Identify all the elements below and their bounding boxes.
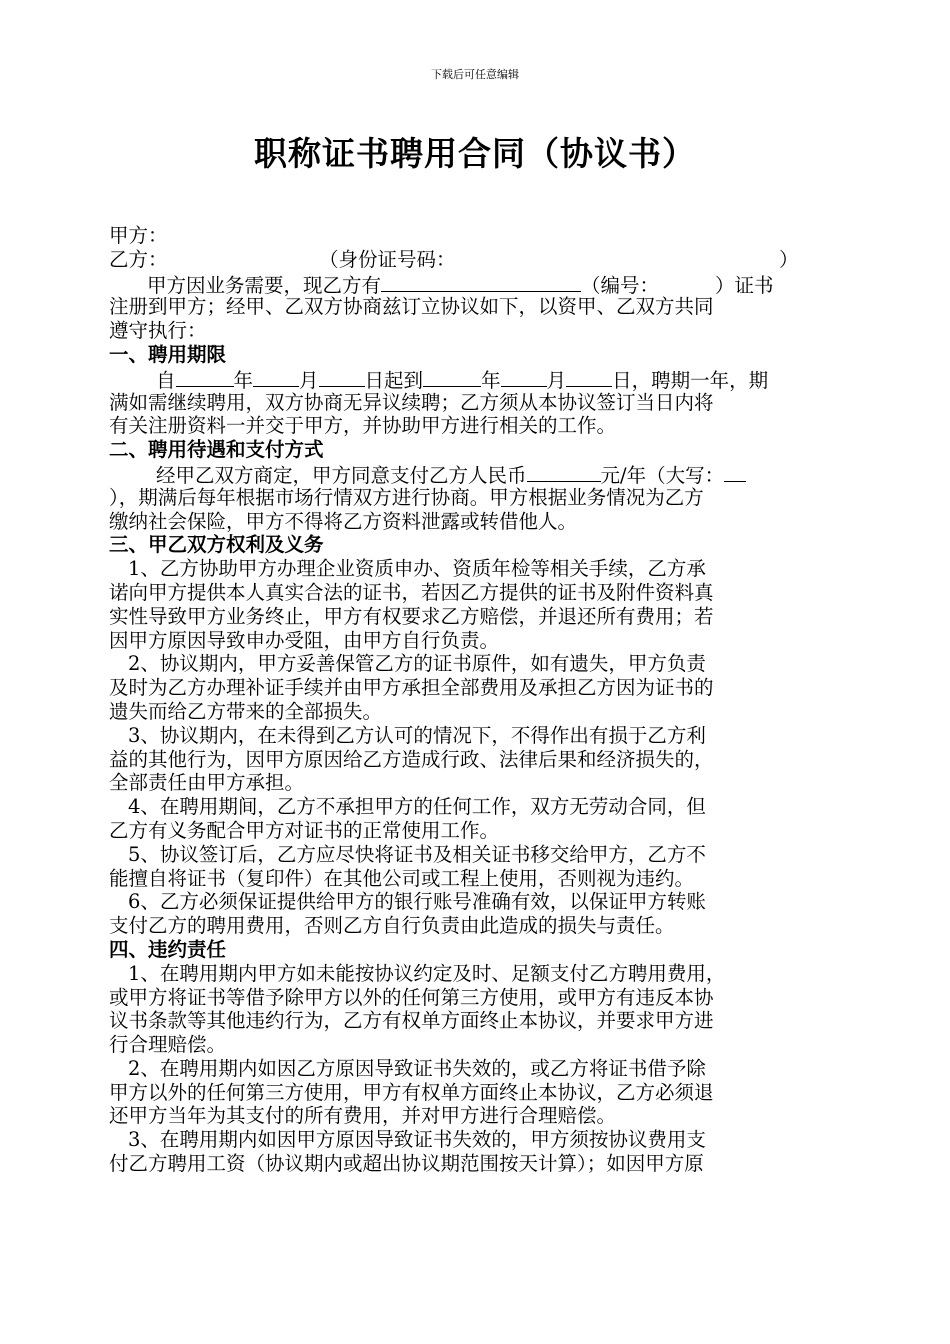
sec2-line-1 [109, 462, 825, 486]
sec1-text: 日起到 [364, 368, 424, 392]
amount-blank [527, 462, 601, 482]
sec3-line: 乙方有义务配合甲方对证书的正常使用工作。 [109, 818, 500, 842]
document-title: 职称证书聘用合同（协议书） [254, 134, 696, 173]
party-b-id-close: ） [779, 247, 799, 271]
sec3-line: 实性导致甲方业务终止，甲方有权要求乙方赔偿，并退还所有费用；若 [109, 604, 714, 628]
sec4-line: 1、在聘用期内甲方如未能按协议约定及时、足额支付乙方聘用费用， [128, 961, 726, 985]
intro-line-3: 遵守执行： [109, 319, 207, 343]
sec3-line: 遗失而给乙方带来的全部损失。 [109, 699, 383, 723]
sec2-line-3: 缴纳社会保险，甲方不得将乙方资料泄露或转借他人。 [109, 509, 578, 533]
sec4-line: 3、在聘用期内如因甲方原因导致证书失效的，甲方须按协议费用支 [128, 1128, 706, 1152]
sec4-line: 议书条款等其他违约行为，乙方有权单方面终止本协议，并要求甲方进 [109, 1009, 714, 1033]
intro-text-b: （编号： [581, 273, 660, 297]
sec3-line: 5、协议签订后，乙方应尽快将证书及相关证书移交给甲方，乙方不 [128, 842, 706, 866]
section-1-heading: 一、聘用期限 [109, 342, 227, 366]
party-b-label: 乙方： [109, 247, 168, 271]
sec2-line-2: ），期满后每年根据市场行情双方进行协商。甲方根据业务情况为乙方 [109, 485, 704, 509]
party-b-id-label: （身份证号码： [319, 247, 456, 271]
section-2-heading: 二、聘用待遇和支付方式 [109, 438, 324, 462]
sec1-text: 自 [156, 368, 176, 392]
intro-line-2: 注册到甲方；经甲、乙双方协商兹订立协议如下，以资甲、乙双方共同 [109, 295, 714, 319]
sec1-text: 月 [299, 368, 319, 392]
sec3-line: 2、协议期内，甲方妥善保管乙方的证书原件，如有遗失，甲方负责 [128, 652, 706, 676]
start-day-blank [319, 367, 365, 387]
sec3-line: 益的其他行为，因甲方原因给乙方造成行政、法律后果和经济损失的， [109, 747, 714, 771]
sec4-line: 行合理赔偿。 [109, 1033, 227, 1057]
sec1-text: 日，聘期一年，期 [612, 368, 769, 392]
section-3-body [109, 557, 825, 938]
sec1-text: 年 [233, 368, 254, 392]
sec3-line: 3、协议期内，在未得到乙方认可的情况下，不得作出有损于乙方利 [128, 723, 706, 747]
end-month-blank [501, 367, 547, 387]
sec3-line: 6、乙方必须保证提供给甲方的银行账号准确有效，以保证甲方转账 [128, 890, 706, 914]
sec3-line: 支付乙方的聘用费用，否则乙方自行负责由此造成的损失与责任。 [109, 914, 675, 938]
end-day-blank [566, 367, 612, 387]
party-a-line: 甲方： [109, 224, 168, 247]
document-body [109, 224, 825, 1176]
party-b-line [109, 248, 825, 272]
sec3-line: 能擅自将证书（复印件）在其他公司或工程上使用，否则视为违约。 [109, 866, 695, 890]
intro-text-a: 甲方因业务需要，现乙方有 [147, 273, 382, 297]
sec1-line-2: 满如需继续聘用，双方协商无异议续聘；乙方须从本协议签订当日内将 [109, 390, 714, 414]
intro-text-c: ）证书 [715, 273, 774, 297]
sec3-line: 因甲方原因导致申办受阻，由甲方自行负责。 [109, 628, 500, 652]
sec3-line: 4、在聘用期间，乙方不承担甲方的任何工作，双方无劳动合同，但 [128, 795, 706, 819]
sec4-line: 还甲方当年为其支付的所有费用，并对甲方进行合理赔偿。 [109, 1104, 617, 1128]
sec4-line: 或甲方将证书等借予除甲方以外的任何第三方使用，或甲方有违反本协 [109, 985, 714, 1009]
sec3-line: 诺向甲方提供本人真实合法的证书，若因乙方提供的证书及附件资料真 [109, 580, 714, 604]
sec3-line: 及时为乙方办理补证手续并由甲方承担全部费用及承担乙方因为证书的 [109, 676, 714, 700]
sec2-text: 经甲乙双方商定，甲方同意支付乙方人民币 [156, 463, 527, 487]
start-year-blank [176, 367, 234, 387]
section-4-body [109, 962, 825, 1176]
sec4-line: 2、在聘用期内如因乙方原因导致证书失效的，或乙方将证书借予除 [128, 1056, 706, 1080]
intro-line-1 [109, 272, 825, 296]
sec3-line: 1、乙方协助甲方办理企业资质申办、资质年检等相关手续，乙方承 [128, 557, 706, 581]
sec1-text: 年 [481, 368, 501, 392]
header-note: 下载后可任意编辑 [431, 68, 519, 81]
sec4-line: 甲方以外的任何第三方使用，甲方有权单方面终止本协议，乙方必须退 [109, 1080, 714, 1104]
sec3-line: 全部责任由甲方承担。 [109, 771, 305, 795]
sec4-line: 付乙方聘用工资（协议期内或超出协议期范围按天计算）；如因甲方原 [109, 1152, 704, 1176]
start-month-blank [253, 367, 299, 387]
certificate-blank [381, 272, 581, 292]
amount-words-blank [724, 462, 746, 482]
sec1-text: 月 [546, 368, 567, 392]
end-year-blank [423, 367, 481, 387]
sec2-text: 元/年（大写： [600, 463, 725, 487]
section-4-heading: 四、违约责任 [109, 937, 227, 961]
sec1-line-3: 有关注册资料一并交于甲方，并协助甲方进行相关的工作。 [109, 414, 617, 438]
section-3-heading: 三、甲乙双方权利及义务 [109, 533, 324, 557]
sec1-line-1 [109, 367, 825, 391]
